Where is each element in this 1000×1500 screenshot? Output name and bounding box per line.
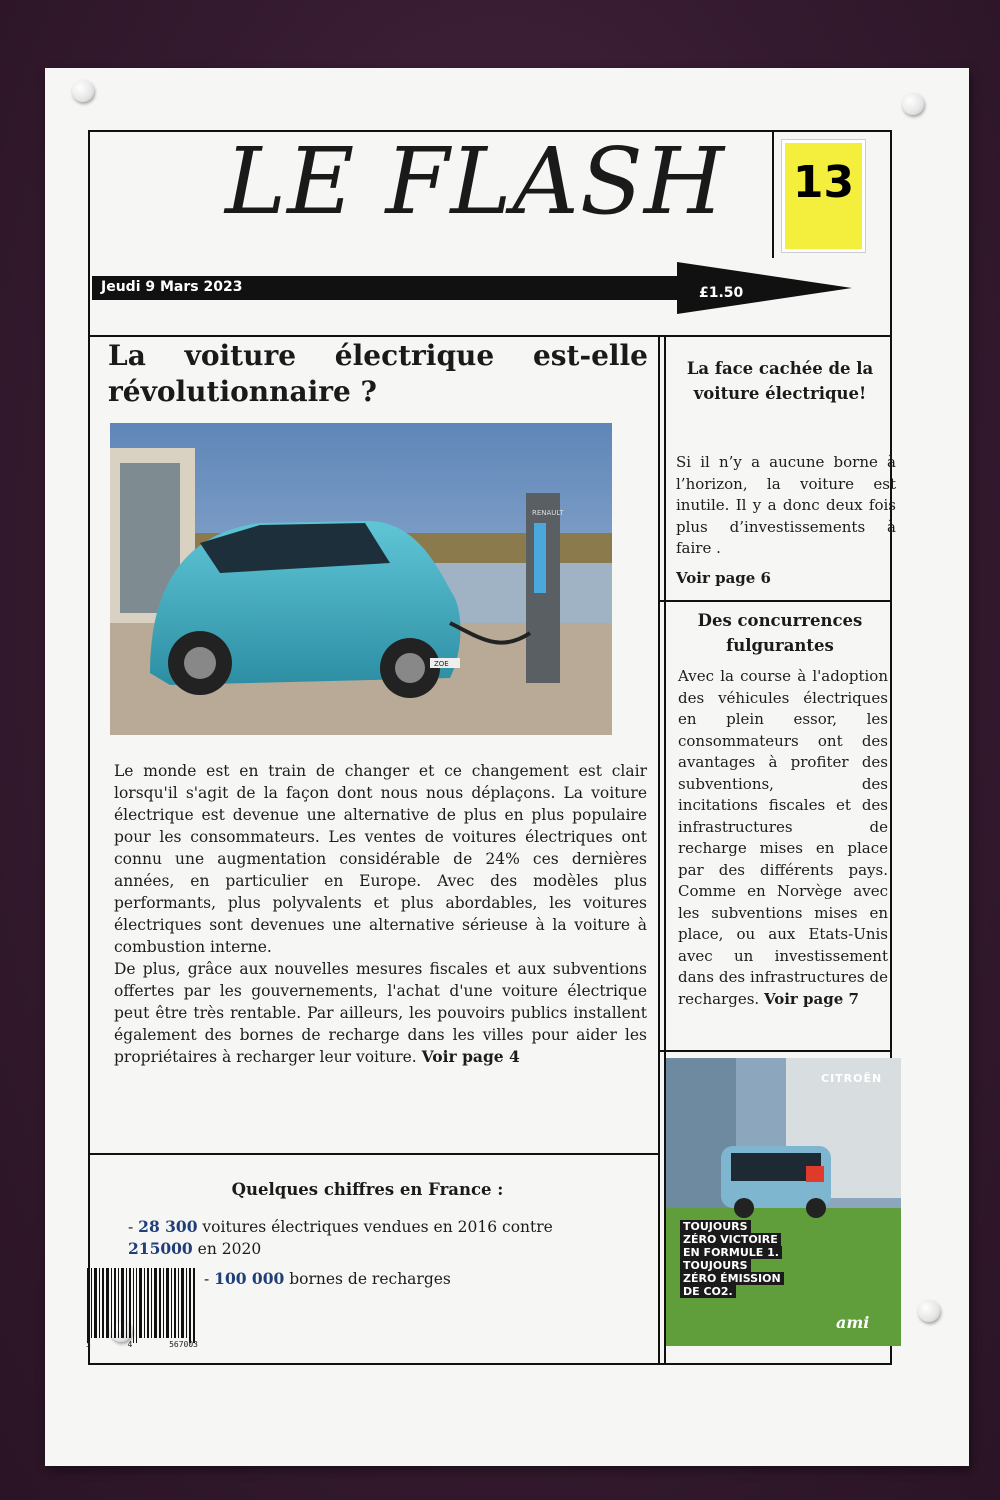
stat-text: en 2020 (192, 1240, 262, 1258)
issue-divider (772, 130, 774, 258)
pushpin-top-right (902, 93, 924, 115)
slogan-line: ZÉRO ÉMISSION (680, 1272, 784, 1285)
main-paragraph-1: Le monde est en train de changer et ce changement est clair lorsqu'il s'agit de la façon dont nous nous déplaçons. La voiture électrique est devenue une alternative de plus en plus populaire pour les consommateurs. Les ventes de voitures électriques ont connu une augmentation considérable de 24% ces dernières années, en particulier en Europe. Avec des modèles plus performants, plus polyvalents et plus abordables, les voitures électriques sont devenues une alternative sérieuse à la voiture à combustion interne. (114, 762, 647, 956)
stat-number: 215000 (128, 1239, 193, 1258)
side-article-2-text (678, 666, 888, 1010)
side-article-2-title: Des concurrences fulgurantes (697, 611, 863, 655)
electric-car-photo (110, 423, 612, 735)
stats-title: Quelques chiffres en France : (231, 1180, 504, 1199)
main-paragraph-2-text: De plus, grâce aux nouvelles mesures fiscales et aux subventions offertes par les gouvernements, l'achat d'une voiture électrique peut être très rentable. Par ailleurs, les pouvoirs publics installent également des bornes de recharge dans les villes pour aider les propriétaires à recharger leur voiture. (114, 960, 647, 1066)
stat-bullet: - (128, 1218, 139, 1236)
main-headline: La voiture électrique est-elle révolutionnaire ? (108, 339, 648, 408)
advert-brand: CITROËN (821, 1072, 883, 1085)
citroen-ami-advert (666, 1058, 901, 1346)
barcode-digit-middle: 4 (127, 1340, 133, 1349)
charger-brand-label: RENAULT (532, 509, 564, 517)
stats-divider (88, 1153, 660, 1155)
side-article-2-body: Avec la course à l'adoption des véhicules électriques en plein essor, les consommateurs ont des avantages à profiter des subventions, des incitations fiscales et des infrastructures de recharge mises en place par des différents pays. Comme en Norvège avec les subventions mises en place, ou aux Etats-Unis avec un investissement dans des infrastructures de recharges. (678, 667, 888, 1008)
side-divider-1 (658, 600, 892, 602)
pushpin-top-left (72, 80, 94, 102)
issue-price: £1.50 (699, 285, 744, 301)
slogan-line: DE CO2. (680, 1285, 736, 1298)
slogan-line: TOUJOURS (680, 1259, 751, 1272)
issue-number-badge: 13 (782, 140, 865, 252)
side-article-2-link[interactable]: Voir page 7 (763, 989, 859, 1008)
header-divider (88, 335, 892, 337)
license-plate-label: ZOE (434, 660, 449, 668)
barcode-digit-left: 3 (86, 1340, 91, 1349)
ami-logo: ami (836, 1313, 870, 1332)
slogan-line: TOUJOURS (680, 1220, 751, 1233)
main-article-body (114, 760, 647, 1068)
pushpin-bottom-right (918, 1300, 940, 1322)
stat-number: 28 300 (138, 1217, 198, 1236)
stat-text: bornes de recharges (284, 1270, 451, 1288)
side-divider-2 (658, 1050, 892, 1052)
masthead-title: LE FLASH (225, 128, 726, 235)
advert-slogan (680, 1220, 830, 1298)
stat-bullet: - (204, 1270, 215, 1288)
barcode-digits (86, 1340, 198, 1349)
column-divider (658, 335, 660, 1365)
stat-item-1 (128, 1216, 628, 1260)
stat-text: voitures électriques vendues en 2016 contre (197, 1218, 553, 1236)
side-article-1-text: Si il n’y a aucune borne à l’horizon, la voiture est inutile. Il y a donc deux fois plus d’investissements à faire . (676, 453, 896, 557)
issue-date: Jeudi 9 Mars 2023 (101, 279, 243, 295)
side-article-1-title: La face cachée de la voiture électrique! (686, 359, 874, 403)
slogan-line: ZÉRO VICTOIRE (680, 1233, 781, 1246)
main-article-link[interactable]: Voir page 4 (421, 1047, 520, 1066)
side-article-1-link[interactable]: Voir page 6 (676, 569, 771, 587)
slogan-line: EN FORMULE 1. (680, 1246, 782, 1259)
stat-item-2 (204, 1268, 604, 1290)
barcode-digit-right: 567003 (169, 1340, 198, 1349)
advert-illustration (666, 1058, 901, 1346)
main-paragraph-2 (114, 958, 647, 1068)
barcode (85, 1268, 197, 1343)
stat-number: 100 000 (214, 1269, 285, 1288)
